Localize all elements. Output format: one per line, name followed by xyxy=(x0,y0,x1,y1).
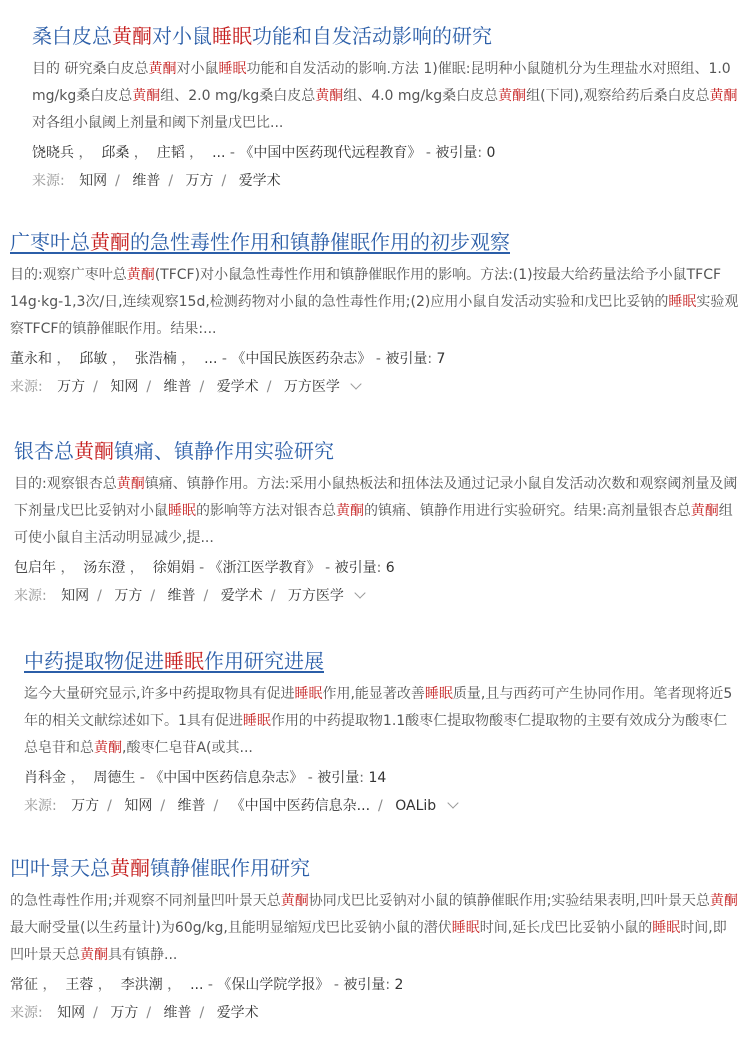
keyword-highlight: 睡眠 xyxy=(242,713,271,729)
author-more: ... xyxy=(212,145,226,161)
result-sources: 来源: 万方 / 知网 / 维普 / 爱学术 / 万方医学 xyxy=(10,374,740,400)
source-link[interactable]: 万方医学 xyxy=(287,588,344,604)
source-link[interactable]: 知网 xyxy=(110,379,139,395)
keyword-highlight: 黄酮 xyxy=(74,439,114,463)
keyword-highlight: 黄酮 xyxy=(90,230,130,254)
source-label: 来源: xyxy=(10,379,43,395)
journal-link[interactable]: 《浙江医学教育》 xyxy=(208,560,321,576)
citation-count: 7 xyxy=(436,351,446,367)
text-segment: 最大耐受量(以生药量计)为60g/kg,且能明显缩短戊巴比妥钠小鼠的潜伏 xyxy=(10,920,452,936)
journal-link[interactable]: 《中国民族医药杂志》 xyxy=(231,351,372,367)
text-segment: 目的:观察银杏总 xyxy=(14,476,117,492)
result-title-link[interactable] xyxy=(14,437,744,465)
source-link[interactable]: 知网 xyxy=(61,588,90,604)
result-sources: 来源: 万方 / 知网 / 维普 / 《中国中医药信息杂... / OALib xyxy=(24,793,739,819)
source-link[interactable]: 爱学术 xyxy=(220,588,263,604)
result-abstract xyxy=(24,681,739,762)
text-segment: 组(下同),观察给药后桑白皮总 xyxy=(526,88,710,104)
source-link[interactable]: 维普 xyxy=(167,588,196,604)
text-segment: 镇痛、镇静作用实验研究 xyxy=(114,439,334,463)
result-abstract xyxy=(10,888,740,969)
result-item xyxy=(24,647,739,819)
source-link[interactable]: 知网 xyxy=(124,798,153,814)
source-link[interactable]: 维普 xyxy=(163,1005,192,1021)
keyword-highlight: 睡眠 xyxy=(652,920,681,936)
keyword-highlight: 睡眠 xyxy=(424,686,453,702)
keyword-highlight: 黄酮 xyxy=(498,88,527,104)
journal-link[interactable]: 《中国中医药信息杂志》 xyxy=(149,770,304,786)
author-link[interactable]: 王蓉 xyxy=(65,977,94,993)
text-segment: 组可使小鼠自主活动明显减少,提... xyxy=(14,503,733,546)
author-link[interactable]: 张浩楠 xyxy=(134,351,177,367)
keyword-highlight: 黄酮 xyxy=(126,267,155,283)
author-link[interactable]: 庄韬 xyxy=(156,145,185,161)
result-meta: 董永和 ， 邱敏 ， 张浩楠 ， ... - 《中国民族医药杂志》 - 被引量: 7 xyxy=(10,351,446,367)
keyword-highlight: 黄酮 xyxy=(80,947,108,963)
result-title-link[interactable] xyxy=(24,647,739,675)
keyword-highlight: 睡眠 xyxy=(294,686,323,702)
result-meta: 常征 ， 王蓉 ， 李洪潮 ， ... - 《保山学院学报》 - 被引量: 2 xyxy=(10,977,404,993)
author-link[interactable]: 董永和 xyxy=(10,351,52,367)
journal-link[interactable]: 《中国中医药现代远程教育》 xyxy=(239,145,422,161)
text-segment: 目的:观察广枣叶总 xyxy=(10,267,127,283)
journal-link[interactable]: 《保山学院学报》 xyxy=(217,977,330,993)
keyword-highlight: 黄酮 xyxy=(116,476,145,492)
keyword-highlight: 黄酮 xyxy=(709,893,738,909)
citation-label: 被引量 xyxy=(334,560,377,576)
source-link[interactable]: 万方 xyxy=(185,173,214,189)
text-segment: 时间,即凹叶景天总 xyxy=(10,920,727,963)
author-more: ... xyxy=(190,977,204,993)
result-title-link[interactable] xyxy=(10,228,740,256)
citation-label: 被引量 xyxy=(317,770,360,786)
text-segment: 的镇痛、镇静作用进行实验研究。结果:高剂量银杏总 xyxy=(364,503,691,519)
source-link[interactable]: 爱学术 xyxy=(238,173,281,189)
text-segment: 时间,延长戊巴比妥钠小鼠的 xyxy=(479,920,653,936)
text-segment: 质量,且与西药可产生协同作用。笔者现将近5年的相关文献综述如下。1具有促进 xyxy=(24,686,733,729)
text-segment: 中药提取物促进 xyxy=(24,649,164,673)
chevron-down-icon[interactable] xyxy=(355,587,366,598)
citation-count: 2 xyxy=(394,977,404,993)
source-link[interactable]: 维普 xyxy=(132,173,161,189)
author-link[interactable]: 周德生 xyxy=(93,770,136,786)
keyword-highlight: 睡眠 xyxy=(218,61,247,77)
author-link[interactable]: 李洪潮 xyxy=(120,977,163,993)
source-label: 来源: xyxy=(24,798,57,814)
text-segment: 协同戊巴比妥钠对小鼠的镇静催眠作用;实验结果表明,凹叶景天总 xyxy=(308,893,710,909)
source-link[interactable]: 万方 xyxy=(110,1005,139,1021)
keyword-highlight: 黄酮 xyxy=(148,61,177,77)
text-segment: 对小鼠 xyxy=(176,61,219,77)
result-abstract xyxy=(32,56,742,137)
text-segment: 实验观察TFCF的镇静催眠作用。结果:... xyxy=(10,294,739,337)
result-abstract xyxy=(10,262,740,343)
author-link[interactable]: 邱敏 xyxy=(79,351,108,367)
keyword-highlight: 睡眠 xyxy=(168,503,196,519)
author-more: ... xyxy=(204,351,218,367)
result-item xyxy=(14,437,744,609)
source-link[interactable]: OALib xyxy=(395,798,437,814)
text-segment: 具有镇静... xyxy=(108,947,178,963)
keyword-highlight: 黄酮 xyxy=(110,856,150,880)
keyword-highlight: 黄酮 xyxy=(690,503,719,519)
keyword-highlight: 睡眠 xyxy=(164,649,204,673)
source-label: 来源: xyxy=(14,588,47,604)
result-abstract xyxy=(14,471,744,552)
text-segment: 迄今大量研究显示,许多中药提取物具有促进 xyxy=(24,686,295,702)
text-segment: 作用,能显著改善 xyxy=(322,686,425,702)
result-sources: 来源: 知网 / 万方 / 维普 / 爱学术 / 万方医学 xyxy=(14,583,744,609)
text-segment: 的影响等方法对银杏总 xyxy=(196,503,336,519)
citation-label: 被引量 xyxy=(343,977,386,993)
text-segment: ,酸枣仁皂苷A(或其... xyxy=(122,740,253,756)
result-item xyxy=(10,228,740,400)
keyword-highlight: 睡眠 xyxy=(451,920,480,936)
source-link[interactable]: 爱学术 xyxy=(216,1005,259,1021)
keyword-highlight: 黄酮 xyxy=(112,24,152,48)
author-link[interactable]: 常征 xyxy=(10,977,38,993)
result-meta: 肖科金 ， 周德生 - 《中国中医药信息杂志》 - 被引量: 14 xyxy=(24,770,387,786)
source-link[interactable]: 万方 xyxy=(71,798,100,814)
keyword-highlight: 黄酮 xyxy=(315,88,344,104)
keyword-highlight: 黄酮 xyxy=(709,88,738,104)
author-link[interactable]: 包启年 xyxy=(14,560,56,576)
text-segment: 对各组小鼠阈上剂量和阈下剂量戊巴比... xyxy=(32,115,284,131)
keyword-highlight: 睡眠 xyxy=(668,294,697,310)
source-link[interactable]: 知网 xyxy=(57,1005,86,1021)
keyword-highlight: 黄酮 xyxy=(94,740,122,756)
source-link[interactable]: 《中国中医药信息杂... xyxy=(230,798,371,814)
result-meta: 饶晓兵 ， 邱桑 ， 庄韬 ， ... - 《中国中医药现代远程教育》 - 被引量: 0 xyxy=(32,145,496,161)
keyword-highlight: 黄酮 xyxy=(280,893,309,909)
source-link[interactable]: 维普 xyxy=(177,798,206,814)
source-link[interactable]: 爱学术 xyxy=(216,379,259,395)
text-segment: 广枣叶总 xyxy=(10,230,90,254)
text-segment: 的急性毒性作用;并观察不同剂量凹叶景天总 xyxy=(10,893,281,909)
source-label: 来源: xyxy=(10,1005,43,1021)
result-meta: 包启年 ， 汤东澄 ， 徐娟娟 - 《浙江医学教育》 - 被引量: 6 xyxy=(14,560,395,576)
citation-count: 0 xyxy=(486,145,496,161)
author-link[interactable]: 饶晓兵 xyxy=(32,145,74,161)
author-link[interactable]: 肖科金 xyxy=(24,770,66,786)
source-link[interactable]: 万方医学 xyxy=(283,379,340,395)
text-segment: (TFCF)对小鼠急性毒性作用和镇静催眠作用的影响。方法:(1)按最大给药量法给予小鼠TFCF 14g·kg-1,3次/日,连续观察15d,检测药物对小鼠的急性毒性作用;(2)应用小鼠自发活动实验和戊巴比妥钠的 xyxy=(10,267,722,310)
text-segment: 功能和自发活动影响的研究 xyxy=(252,24,492,48)
text-segment: 桑白皮总 xyxy=(32,24,112,48)
source-link[interactable]: 万方 xyxy=(114,588,143,604)
text-segment: 银杏总 xyxy=(14,439,74,463)
author-link[interactable]: 汤东澄 xyxy=(83,560,126,576)
source-link[interactable]: 知网 xyxy=(79,173,108,189)
result-sources: 来源: 知网 / 维普 / 万方 / 爱学术 xyxy=(32,173,281,189)
result-item xyxy=(10,854,740,1026)
text-segment: 凹叶景天总 xyxy=(10,856,110,880)
text-segment: 目的 研究桑白皮总 xyxy=(32,61,149,77)
citation-count: 14 xyxy=(368,770,387,786)
source-link[interactable]: 万方 xyxy=(57,379,86,395)
text-segment: 镇痛、镇静作用。方法:采用小鼠热板法和扭体法及通过记录小鼠自发活动次数和观察阈剂量及阈下剂量戊巴比妥钠对小鼠 xyxy=(14,476,738,519)
author-link[interactable]: 邱桑 xyxy=(101,145,130,161)
text-segment: 功能和自发活动的影响.方法 1)催眠:昆明种小鼠随机分为生理盐水对照组、1.0 mg/kg桑白皮总 xyxy=(32,61,731,104)
text-segment: 组、2.0 mg/kg桑白皮总 xyxy=(160,88,316,104)
keyword-highlight: 黄酮 xyxy=(336,503,364,519)
text-segment: 组、4.0 mg/kg桑白皮总 xyxy=(343,88,499,104)
source-link[interactable]: 维普 xyxy=(163,379,192,395)
citation-label: 被引量 xyxy=(435,145,478,161)
source-label: 来源: xyxy=(32,173,65,189)
result-item xyxy=(32,22,742,194)
author-link[interactable]: 徐娟娟 xyxy=(152,560,195,576)
result-title-link[interactable] xyxy=(32,22,742,50)
text-segment: 对小鼠 xyxy=(152,24,212,48)
text-segment: 镇静催眠作用研究 xyxy=(150,856,310,880)
chevron-down-icon[interactable] xyxy=(447,797,458,808)
result-title-link[interactable] xyxy=(10,854,740,882)
citation-label: 被引量 xyxy=(385,351,428,367)
text-segment: 的急性毒性作用和镇静催眠作用的初步观察 xyxy=(130,230,510,254)
keyword-highlight: 黄酮 xyxy=(132,88,161,104)
keyword-highlight: 睡眠 xyxy=(212,24,252,48)
result-sources: 来源: 知网 / 万方 / 维普 / 爱学术 xyxy=(10,1005,259,1021)
citation-count: 6 xyxy=(385,560,395,576)
text-segment: 作用的中药提取物1.1酸枣仁提取物酸枣仁提取物的主要有效成分为酸枣仁总皂苷和总 xyxy=(24,713,728,756)
text-segment: 作用研究进展 xyxy=(204,649,324,673)
chevron-down-icon[interactable] xyxy=(351,378,362,389)
